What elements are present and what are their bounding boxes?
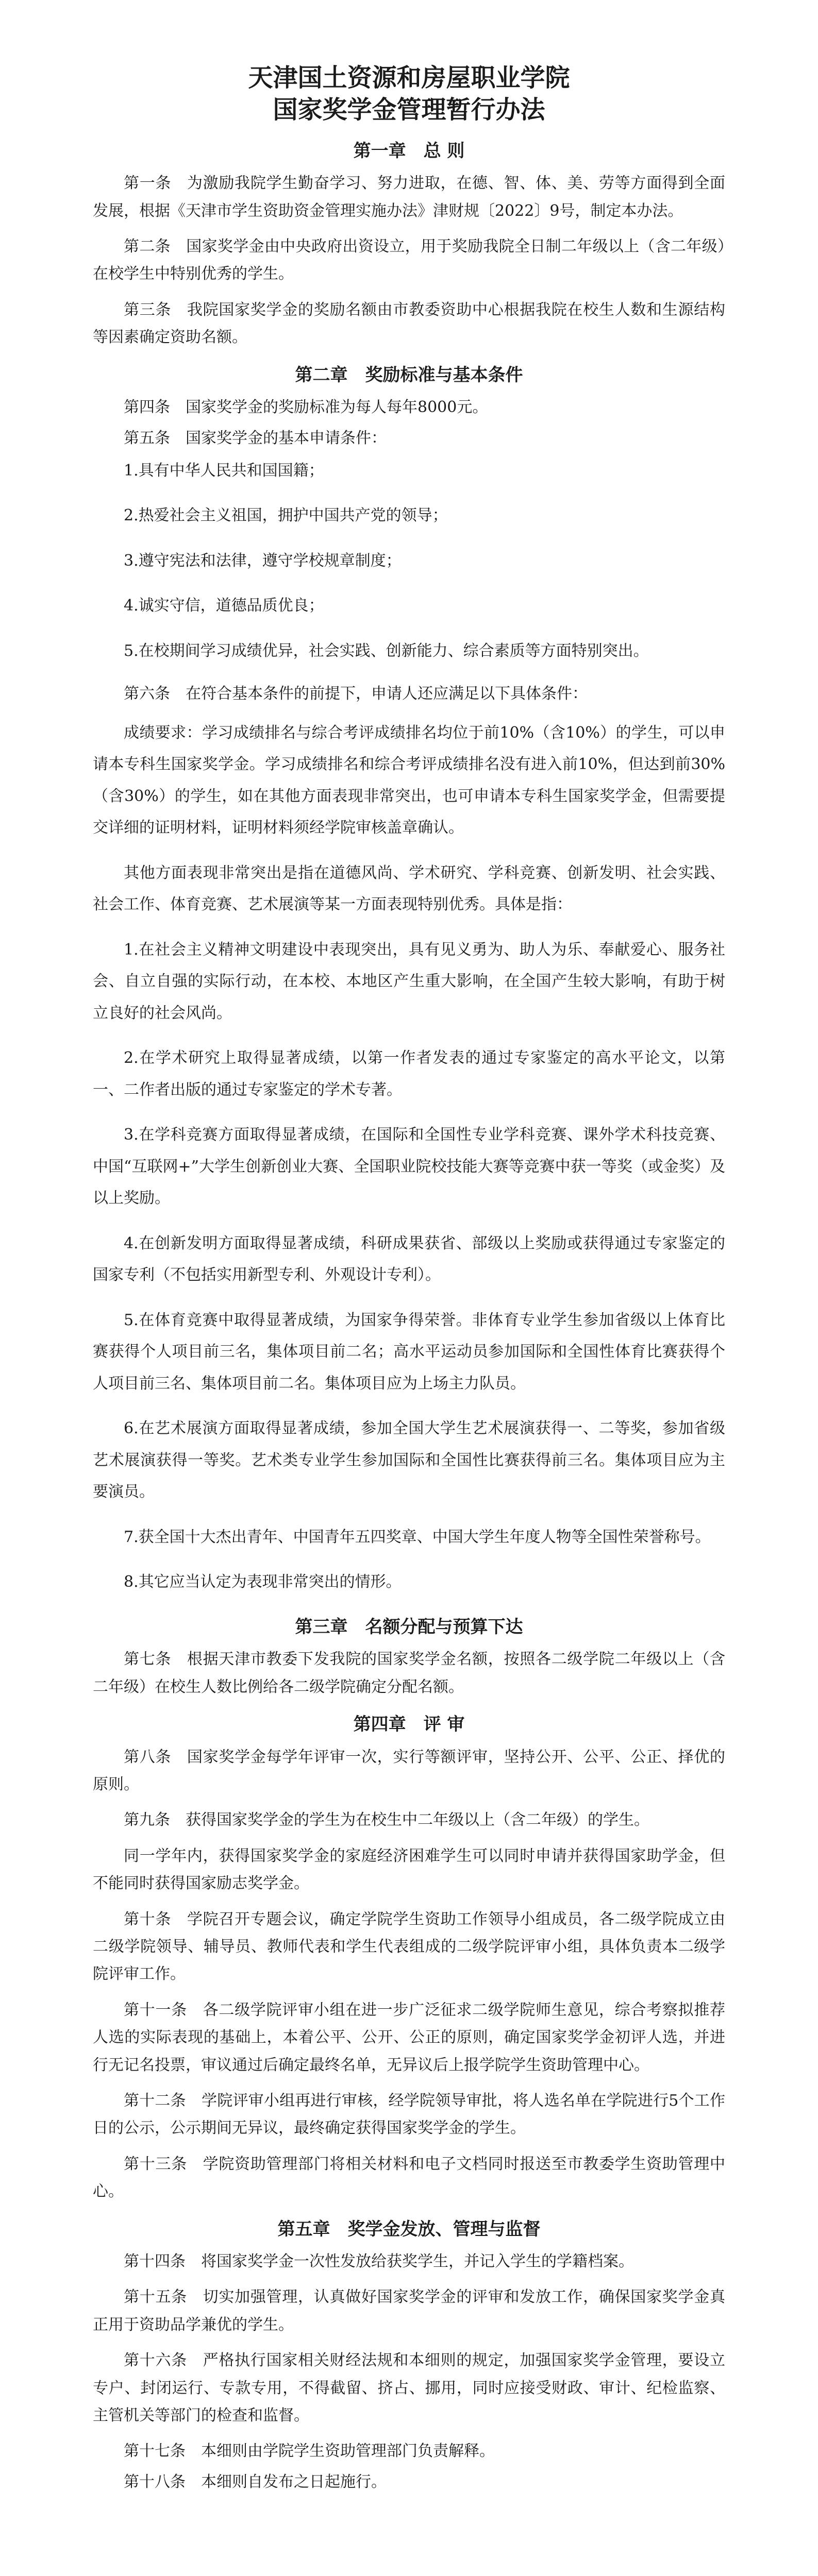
- article-5: 第五条 国家奖学金的基本申请条件：: [124, 429, 387, 447]
- article-8: 第八条 国家奖学金每学年评审一次，实行等额评审，坚持公开、公平、公正、择优的原则。: [93, 1748, 725, 1794]
- chapter-1-heading: 第一章 总 则: [353, 140, 465, 161]
- article-11: 第十一条 各二级学院评审小组在进一步广泛征求二级学院师生意见，综合考察拟推荐人选的实际表现的基础上，本着公平、公开、公正的原则，确定国家奖学金初评人选，并进行无记名投票，审议通过后确定最终名单，无异议后上报学院学生资助管理中心。: [93, 2001, 725, 2074]
- article-6-item-3: 3.在学科竞赛方面取得显著成绩，在国际和全国性专业学科竞赛、课外学术科技竞赛、中国“互联网+”大学生创新创业大赛、全国职业院校技能大赛等竞赛中获一等奖（或金奖）及以上奖励。: [93, 1126, 725, 1208]
- article-6-item-2: 2.在学术研究上取得显著成绩，以第一作者发表的通过专家鉴定的高水平论文，以第一、二作者出版的通过专家鉴定的学术专著。: [93, 1049, 725, 1099]
- article-5-item-5: 5.在校期间学习成绩优异，社会实践、创新能力、综合素质等方面特别突出。: [124, 641, 649, 660]
- article-6: 第六条 在符合基本条件的前提下，申请人还应满足以下具体条件：: [124, 685, 588, 703]
- article-1: 第一条 为激励我院学生勤奋学习、努力进取，在德、智、体、美、劳等方面得到全面发展，根据《天津市学生资助资金管理实施办法》津财规〔2022〕9号，制定本办法。: [93, 174, 725, 220]
- chapter-2-heading: 第二章 奖励标准与基本条件: [295, 364, 523, 385]
- chapter-3-heading: 第三章 名额分配与预算下达: [295, 1616, 523, 1637]
- article-7: 第七条 根据天津市教委下发我院的国家奖学金名额，按照各二级学院二年级以上（含二年级）在校生人数比例给各二级学院确定分配名额。: [93, 1650, 725, 1696]
- article-5-item-2: 2.热爱社会主义祖国，拥护中国共产党的领导；: [124, 506, 448, 525]
- article-16: 第十六条 严格执行国家相关财经法规和本细则的规定，加强国家奖学金管理，要设立专户、封闭运行、专款专用，不得截留、挤占、挪用，同时应接受财政、审计、纪检监察、主管机关等部门的检查和监督。: [93, 2351, 725, 2425]
- article-6-item-6: 6.在艺术展演方面取得显著成绩，参加全国大学生艺术展演获得一、二等奖，参加省级艺术展演获得一等奖。艺术类专业学生参加国际和全国性比赛获得前三名。集体项目应为主要演员。: [93, 1419, 725, 1501]
- article-6-item-8: 8.其它应当认定为表现非常突出的情形。: [124, 1573, 402, 1591]
- article-10: 第十条 学院召开专题会议，确定学院学生资助工作领导小组成员，各二级学院成立由二级学院领导、辅导员、教师代表和学生代表组成的二级学院评审小组，具体负责本二级学院评审工作。: [93, 1910, 725, 1984]
- article-4: 第四条 国家奖学金的奖励标准为每人每年8000元。: [124, 398, 488, 417]
- article-5-item-3: 3.遵守宪法和法律，遵守学校规章制度；: [124, 551, 402, 570]
- article-3: 第三条 我院国家奖学金的奖励名额由市教委资助中心根据我院在校生人数和生源结构等因素确定资助名额。: [93, 300, 725, 347]
- chapter-5-heading: 第五章 奖学金发放、管理与监督: [277, 2218, 541, 2240]
- article-6-item-5: 5.在体育竞赛中取得显著成绩，为国家争得荣誉。非体育专业学生参加省级以上体育比赛获得个人项目前三名，集体项目前二名；高水平运动员参加国际和全国性体育比赛获得个人项目前三名、集体项目前二名。集体项目应为上场主力队员。: [93, 1311, 725, 1393]
- article-15: 第十五条 切实加强管理，认真做好国家奖学金的评审和发放工作，确保国家奖学金真正用于资助品学兼优的学生。: [93, 2288, 725, 2334]
- article-9-paragraph: 同一学年内，获得国家奖学金的家庭经济困难学生可以同时申请并获得国家助学金，但不能同时获得国家励志奖学金。: [93, 1846, 725, 1893]
- article-18: 第十八条 本细则自发布之日起施行。: [124, 2472, 387, 2491]
- article-9: 第九条 获得国家奖学金的学生为在校生中二年级以上（含二年级）的学生。: [124, 1811, 649, 1829]
- article-6-item-4: 4.在创新发明方面取得显著成绩，科研成果获省、部级以上奖励或获得通过专家鉴定的国家专利（不包括实用新型专利、外观设计专利）。: [93, 1234, 725, 1284]
- title-line-1: 天津国土资源和房屋职业学院: [248, 63, 570, 92]
- article-5-item-1: 1.具有中华人民共和国国籍；: [124, 461, 324, 480]
- document-title: [93, 62, 725, 126]
- article-6-requirement: 成绩要求：学习成绩排名与综合考评成绩排名均位于前10%（含10%）的学生，可以申请本专科生国家奖学金。学习成绩排名和综合考评成绩排名没有进入前10%，但达到前30%（含30%）的学生，如在其他方面表现非常突出，也可申请本专科生国家奖学金，但需要提交详细的证明材料，证明材料须经学院审核盖章确认。: [93, 723, 725, 837]
- article-13: 第十三条 学院资助管理部门将相关材料和电子文档同时报送至市教委学生资助管理中心。: [93, 2155, 725, 2201]
- article-6-item-1: 1.在社会主义精神文明建设中表现突出，具有见义勇为、助人为乐、奉献爱心、服务社会、自立自强的实际行动，在本校、本地区产生重大影响，在全国产生较大影响，有助于树立良好的社会风尚。: [93, 940, 725, 1022]
- article-14: 第十四条 将国家奖学金一次性发放给获奖学生，并记入学生的学籍档案。: [124, 2252, 634, 2271]
- article-17: 第十七条 本细则由学院学生资助管理部门负责解释。: [124, 2442, 495, 2461]
- title-line-2: 国家奖学金管理暂行办法: [273, 95, 545, 125]
- article-2: 第二条 国家奖学金由中央政府出资设立，用于奖励我院全日制二年级以上（含二年级）在校学生中特别优秀的学生。: [93, 238, 725, 283]
- chapter-4-heading: 第四章 评 审: [353, 1714, 465, 1735]
- article-5-item-4: 4.诚实守信，道德品质优良；: [124, 597, 324, 615]
- article-12: 第十二条 学院评审小组再进行审核，经学院领导审批，将人选名单在学院进行5个工作日的公示，公示期间无异议，最终确定获得国家奖学金的学生。: [93, 2091, 725, 2138]
- article-6-outstanding-definition: 其他方面表现非常突出是指在道德风尚、学术研究、学科竞赛、创新发明、社会实践、社会工作、体育竞赛、艺术展演等某一方面表现特别优秀。具体是指：: [93, 863, 725, 914]
- article-6-item-7: 7.获全国十大杰出青年、中国青年五四奖章、中国大学生年度人物等全国性荣誉称号。: [124, 1528, 711, 1546]
